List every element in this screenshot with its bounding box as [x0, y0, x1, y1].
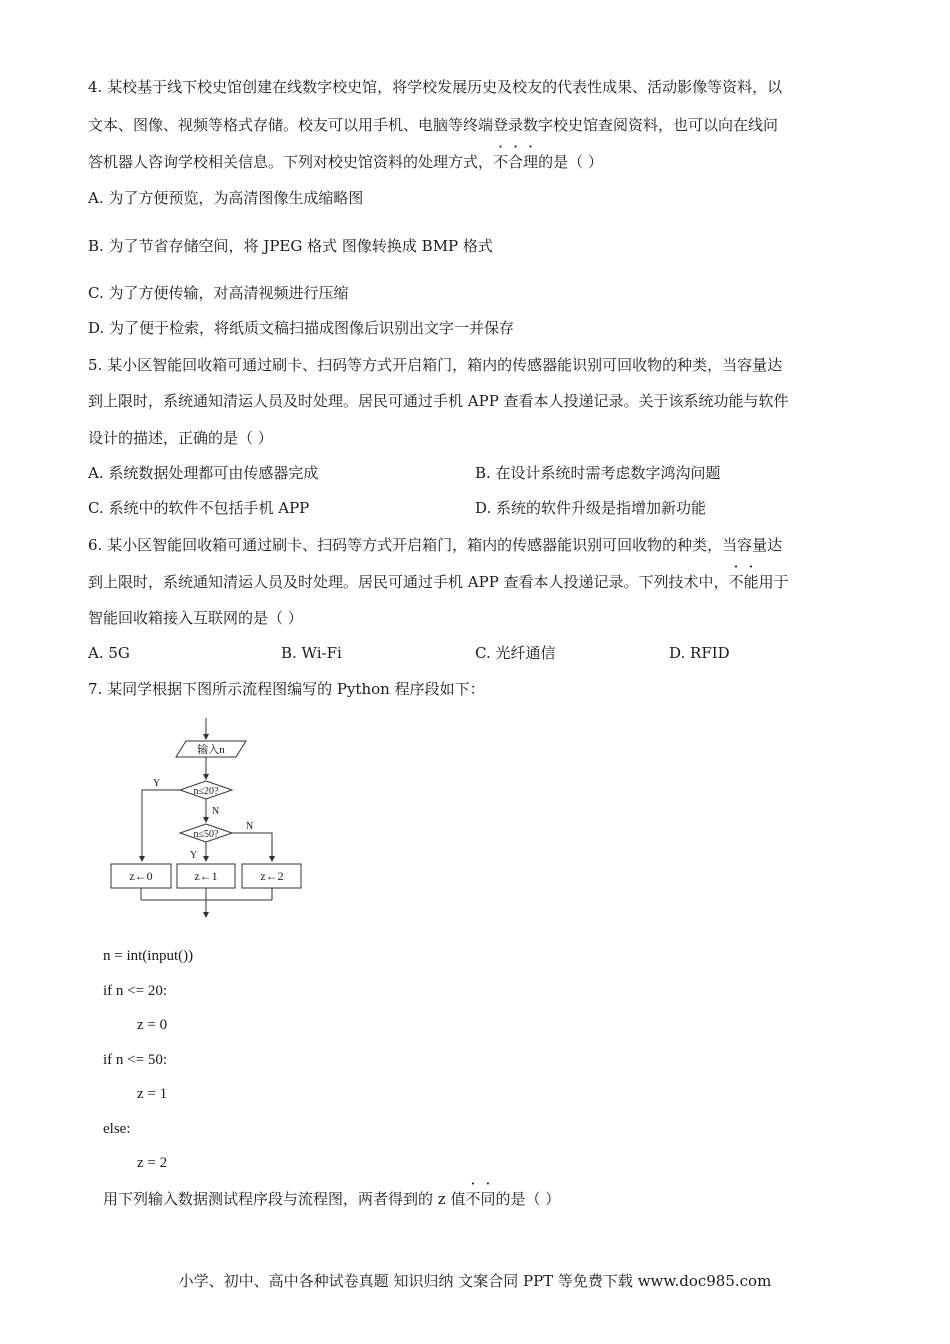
code-line: if n <= 50: — [103, 1052, 167, 1068]
emphasis-char: 能 — [743, 573, 759, 591]
emphasis-char: 理 — [523, 153, 539, 171]
q4-line1: 4. 某校基于线下校史馆创建在线数字校史馆，将学校发展历史及校友的代表性成果、活动影像等资料，以 — [88, 78, 783, 96]
q4-option-c: C. 为了方便传输，对高清视频进行压缩 — [88, 284, 349, 302]
emphasis-char: 不 — [728, 573, 744, 591]
code-line: z = 2 — [137, 1155, 168, 1171]
q5-option-c: C. 系统中的软件不包括手机 APP — [88, 499, 310, 517]
q5-line1: 5. 某小区智能回收箱可通过刷卡、扫码等方式开启箱门，箱内的传感器能识别可回收物的种类，当容量达 — [88, 356, 783, 374]
code-line: else: — [103, 1121, 131, 1137]
flow-no-label: N — [212, 806, 220, 817]
code-line: z = 1 — [137, 1086, 168, 1102]
code-line: z = 0 — [137, 1017, 168, 1033]
q6-option-c: C. 光纤通信 — [475, 644, 556, 662]
flow-cond1-label: n≤20? — [193, 786, 219, 797]
q4-option-b: B. 为了节省存储空间，将 JPEG 格式 图像转换成 BMP 格式 — [88, 237, 493, 255]
q4-line3: 答机器人咨询学校相关信息。下列对校史馆资料的处理方式，不合理的是（ ） — [88, 153, 603, 171]
flow-yes-label: Y — [153, 778, 161, 789]
flow-input-label: 输入n — [197, 744, 225, 756]
q5-line3: 设计的描述，正确的是（ ） — [88, 429, 273, 447]
code-line: n = int(input()) — [103, 948, 194, 964]
q5-option-d: D. 系统的软件升级是指增加新功能 — [475, 499, 707, 517]
q4-option-a: A. 为了方便预览，为高清图像生成缩略图 — [88, 189, 364, 207]
q5-line2: 到上限时，系统通知清运人员及时处理。居民可通过手机 APP 查看本人投递记录。关于该系统功能与软件 — [88, 392, 789, 410]
q6-option-b: B. Wi-Fi — [281, 644, 342, 662]
emphasis-char: 同 — [480, 1190, 496, 1208]
q7-last-line: 用下列输入数据测试程序段与流程图，两者得到的 z 值不同的是（ ） — [103, 1190, 561, 1208]
flow-no-label: N — [246, 821, 254, 832]
flow-box2-label: z←2 — [260, 869, 284, 883]
emphasis-char: 不 — [465, 1190, 481, 1208]
q4-line2: 文本、图像、视频等格式存储。校友可以用手机、电脑等终端登录数字校史馆查阅资料，也可以向在线问 — [88, 116, 779, 134]
code-line: if n <= 20: — [103, 983, 167, 999]
q5-option-b: B. 在设计系统时需考虑数字鸿沟问题 — [475, 464, 721, 482]
flow-yes-label: Y — [190, 850, 198, 861]
flow-box1-label: z←1 — [194, 869, 218, 883]
page-footer: 小学、初中、高中各种试卷真题 知识归纳 文案合同 PPT 等免费下载 www.doc985.com — [178, 1272, 772, 1290]
q4-option-d: D. 为了便于检索，将纸质文稿扫描成图像后识别出文字一并保存 — [88, 319, 515, 337]
q6-option-a: A. 5G — [88, 644, 130, 662]
q7-line1: 7. 某同学根据下图所示流程图编写的 Python 程序段如下： — [88, 680, 485, 698]
q6-option-d: D. RFID — [669, 644, 730, 662]
q6-line1: 6. 某小区智能回收箱可通过刷卡、扫码等方式开启箱门，箱内的传感器能识别可回收物的种类，当容量达 — [88, 536, 783, 554]
q5-option-a: A. 系统数据处理都可由传感器完成 — [88, 464, 319, 482]
flow-cond2-label: n≤50? — [193, 829, 219, 840]
q6-line3: 智能回收箱接入互联网的是（ ） — [88, 609, 303, 627]
q6-line2: 到上限时，系统通知清运人员及时处理。居民可通过手机 APP 查看本人投递记录。下列技术中，不能用于 — [88, 573, 789, 591]
emphasis-char: 合 — [508, 153, 524, 171]
flowchart — [100, 712, 310, 922]
emphasis-char: 不 — [493, 153, 509, 171]
flow-box0-label: z←0 — [129, 869, 153, 883]
